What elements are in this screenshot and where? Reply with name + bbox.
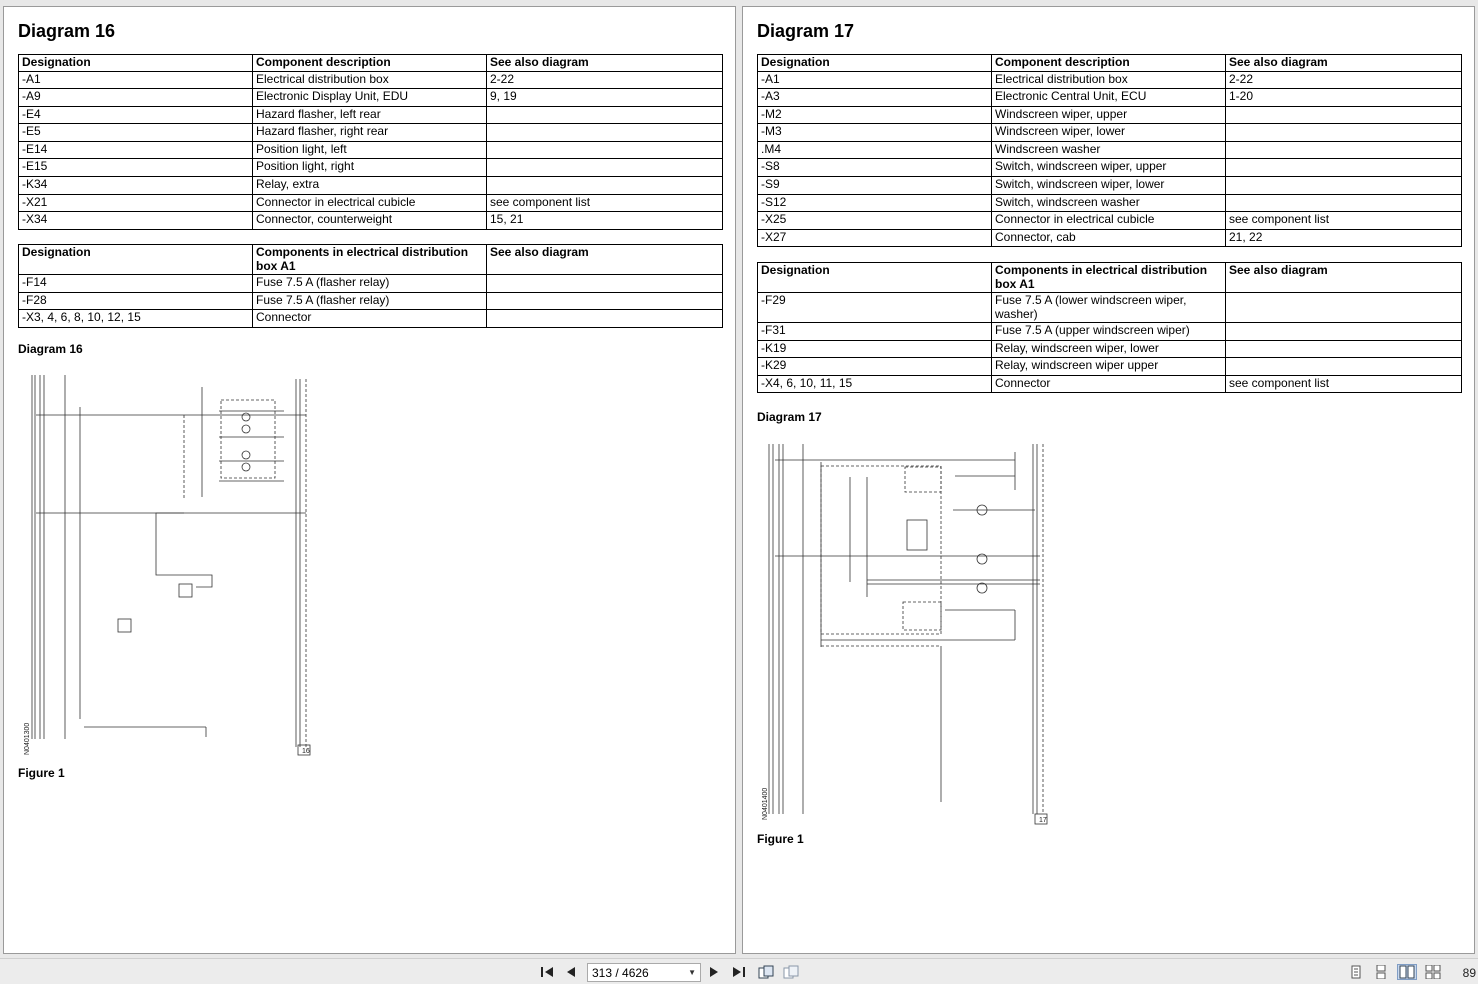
- table-row: [758, 71, 1462, 89]
- table-cell: [487, 177, 723, 195]
- fit-icon: [783, 965, 799, 979]
- table-header-row: [758, 263, 1462, 293]
- table-cell: Fuse 7.5 A (upper windscreen wiper): [992, 323, 1226, 341]
- table-cell: -F31: [758, 323, 992, 341]
- column-header: Designation: [19, 245, 253, 275]
- table-row: [19, 106, 723, 124]
- table-cell: [487, 141, 723, 159]
- column-header: Component description: [253, 55, 487, 72]
- table-cell: see component list: [487, 194, 723, 212]
- page-number-select[interactable]: [587, 963, 701, 982]
- table-row: [758, 323, 1462, 341]
- column-header: See also diagram: [1226, 55, 1462, 72]
- table-row: [19, 159, 723, 177]
- next-page-icon: [708, 966, 720, 978]
- table-cell: -A1: [758, 71, 992, 89]
- previous-page-button[interactable]: [562, 964, 580, 980]
- table-cell: [487, 106, 723, 124]
- table-cell: Position light, right: [253, 159, 487, 177]
- table-cell: [1226, 106, 1462, 124]
- sheet-number: 16: [302, 748, 310, 755]
- sheet-number: 17: [1039, 817, 1047, 824]
- table-cell: -X25: [758, 212, 992, 230]
- table-row: [19, 212, 723, 230]
- table-cell: [487, 275, 723, 293]
- table-cell: -K19: [758, 340, 992, 358]
- table-cell: -E5: [19, 124, 253, 142]
- two-page-icon: [1399, 965, 1415, 979]
- figure-caption: Figure 1: [18, 766, 65, 780]
- table-row: [19, 141, 723, 159]
- column-header: See also diagram: [1226, 263, 1462, 293]
- table-cell: -E14: [19, 141, 253, 159]
- chevron-down-icon: ▼: [688, 968, 696, 977]
- table-header-row: [19, 55, 723, 72]
- table-cell: -A1: [19, 71, 253, 89]
- table-cell: 21, 22: [1226, 229, 1462, 247]
- table-row: [19, 292, 723, 310]
- table-row: [758, 340, 1462, 358]
- table-row: [19, 310, 723, 328]
- table-cell: Relay, windscreen wiper upper: [992, 358, 1226, 376]
- table-cell: Switch, windscreen washer: [992, 194, 1226, 212]
- table-row: [19, 124, 723, 142]
- column-header: Components in electrical distribution box A1: [253, 245, 487, 275]
- table-cell: -K29: [758, 358, 992, 376]
- table-row: [758, 177, 1462, 195]
- table-cell: Switch, windscreen wiper, upper: [992, 159, 1226, 177]
- single-page-icon: [1350, 965, 1362, 979]
- drawing-id: N0401300: [24, 722, 31, 755]
- table-cell: Connector: [992, 375, 1226, 393]
- previous-page-icon: [565, 966, 577, 978]
- table-cell: Connector, counterweight: [253, 212, 487, 230]
- table-cell: Electronic Central Unit, ECU: [992, 89, 1226, 107]
- column-header: Components in electrical distribution box A1: [992, 263, 1226, 293]
- fit-button[interactable]: [782, 964, 800, 980]
- table-cell: -A3: [758, 89, 992, 107]
- column-header: Component description: [992, 55, 1226, 72]
- table-cell: Fuse 7.5 A (lower windscreen wiper, washer): [992, 293, 1226, 323]
- table-cell: Electrical distribution box: [253, 71, 487, 89]
- table-row: [19, 275, 723, 293]
- table-cell: [1226, 323, 1462, 341]
- two-page-continuous-view-button[interactable]: [1424, 964, 1442, 980]
- column-header: Designation: [758, 263, 992, 293]
- table-row: [758, 124, 1462, 142]
- table-cell: Position light, left: [253, 141, 487, 159]
- table-header-row: [758, 55, 1462, 72]
- table-cell: -X27: [758, 229, 992, 247]
- table-cell: see component list: [1226, 212, 1462, 230]
- continuous-icon: [1375, 965, 1387, 979]
- table-cell: Connector: [253, 310, 487, 328]
- table-cell: see component list: [1226, 375, 1462, 393]
- two-page-view-button[interactable]: [1397, 964, 1417, 980]
- figure-caption: Figure 1: [757, 832, 804, 846]
- table-cell: 2-22: [1226, 71, 1462, 89]
- table-cell: [1226, 141, 1462, 159]
- page-title: Diagram 16: [18, 21, 116, 41]
- table-cell: [1226, 194, 1462, 212]
- wiring-schematic: [16, 367, 316, 757]
- table-cell: -F28: [19, 292, 253, 310]
- component-table: [757, 54, 1462, 247]
- table-cell: Fuse 7.5 A (flasher relay): [253, 275, 487, 293]
- table-cell: Electronic Display Unit, EDU: [253, 89, 487, 107]
- continuous-view-button[interactable]: [1372, 964, 1390, 980]
- table-cell: -X21: [19, 194, 253, 212]
- table-cell: [487, 292, 723, 310]
- last-page-button[interactable]: [730, 964, 748, 980]
- table-row: [758, 141, 1462, 159]
- rotate-icon: [758, 965, 774, 979]
- last-page-icon: [732, 966, 746, 978]
- table-cell: 9, 19: [487, 89, 723, 107]
- next-page-button[interactable]: [705, 964, 723, 980]
- table-cell: Relay, extra: [253, 177, 487, 195]
- table-row: [758, 194, 1462, 212]
- table-header-row: [19, 245, 723, 275]
- table-cell: [1226, 358, 1462, 376]
- first-page-icon: [540, 966, 554, 978]
- table-cell: Relay, windscreen wiper, lower: [992, 340, 1226, 358]
- table-row: [19, 177, 723, 195]
- table-row: [758, 375, 1462, 393]
- rotate-button[interactable]: [757, 964, 775, 980]
- table-cell: [1226, 293, 1462, 323]
- table-cell: -S12: [758, 194, 992, 212]
- table-row: [758, 358, 1462, 376]
- table-cell: -M3: [758, 124, 992, 142]
- column-header: See also diagram: [487, 245, 723, 275]
- distribution-box-table: [18, 244, 723, 328]
- table-row: [758, 212, 1462, 230]
- table-cell: -F14: [19, 275, 253, 293]
- table-cell: Connector in electrical cubicle: [992, 212, 1226, 230]
- table-cell: Switch, windscreen wiper, lower: [992, 177, 1226, 195]
- table-cell: -M2: [758, 106, 992, 124]
- wiring-schematic: [755, 432, 1055, 827]
- table-cell: Connector, cab: [992, 229, 1226, 247]
- column-header: Designation: [19, 55, 253, 72]
- table-cell: -E15: [19, 159, 253, 177]
- column-header: Designation: [758, 55, 992, 72]
- zoom-level[interactable]: 89: [1462, 966, 1476, 980]
- table-cell: -S9: [758, 177, 992, 195]
- first-page-button[interactable]: [538, 964, 556, 980]
- table-cell: 1-20: [1226, 89, 1462, 107]
- table-cell: [487, 159, 723, 177]
- table-row: [19, 89, 723, 107]
- table-cell: Fuse 7.5 A (flasher relay): [253, 292, 487, 310]
- table-cell: Windscreen wiper, lower: [992, 124, 1226, 142]
- table-cell: -X3, 4, 6, 8, 10, 12, 15: [19, 310, 253, 328]
- table-row: [758, 89, 1462, 107]
- table-row: [758, 229, 1462, 247]
- table-cell: Windscreen wiper, upper: [992, 106, 1226, 124]
- table-cell: -X4, 6, 10, 11, 15: [758, 375, 992, 393]
- diagram-caption: Diagram 16: [18, 342, 83, 356]
- page-indicator: 313 / 4626: [592, 965, 649, 980]
- document-page-right: [742, 6, 1475, 954]
- table-cell: -F29: [758, 293, 992, 323]
- viewer-toolbar: [0, 958, 1478, 984]
- table-cell: [1226, 340, 1462, 358]
- table-cell: [1226, 124, 1462, 142]
- single-page-view-button[interactable]: [1347, 964, 1365, 980]
- distribution-box-table: [757, 262, 1462, 393]
- document-page-left: [3, 6, 736, 954]
- diagram-caption: Diagram 17: [757, 410, 822, 424]
- table-cell: -X34: [19, 212, 253, 230]
- table-cell: [487, 124, 723, 142]
- table-cell: -A9: [19, 89, 253, 107]
- table-cell: -E4: [19, 106, 253, 124]
- table-cell: Connector in electrical cubicle: [253, 194, 487, 212]
- two-page-continuous-icon: [1425, 965, 1441, 979]
- drawing-id: N0401400: [762, 787, 769, 820]
- table-row: [19, 194, 723, 212]
- page-title: Diagram 17: [757, 21, 855, 41]
- table-row: [758, 293, 1462, 323]
- table-cell: [1226, 159, 1462, 177]
- table-cell: Hazard flasher, left rear: [253, 106, 487, 124]
- table-cell: Hazard flasher, right rear: [253, 124, 487, 142]
- table-cell: 15, 21: [487, 212, 723, 230]
- table-cell: Electrical distribution box: [992, 71, 1226, 89]
- table-row: [758, 106, 1462, 124]
- table-cell: -K34: [19, 177, 253, 195]
- table-cell: 2-22: [487, 71, 723, 89]
- column-header: See also diagram: [487, 55, 723, 72]
- table-cell: -S8: [758, 159, 992, 177]
- table-cell: [487, 310, 723, 328]
- table-cell: .M4: [758, 141, 992, 159]
- table-row: [758, 159, 1462, 177]
- table-cell: Windscreen washer: [992, 141, 1226, 159]
- component-table: [18, 54, 723, 230]
- table-cell: [1226, 177, 1462, 195]
- table-row: [19, 71, 723, 89]
